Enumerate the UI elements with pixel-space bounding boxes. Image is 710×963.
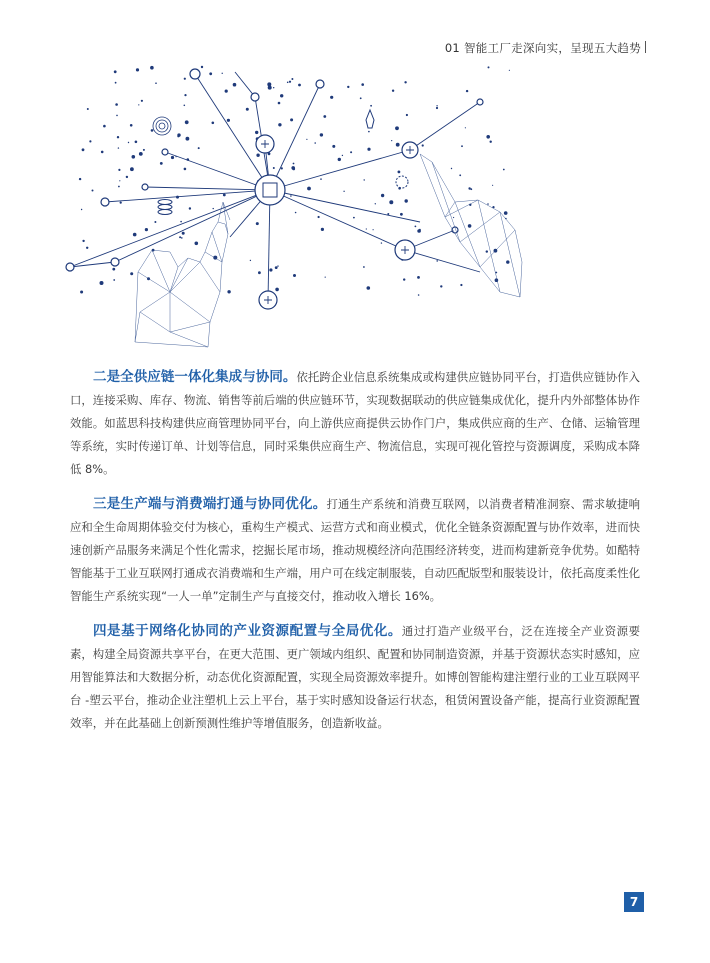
network-node <box>251 93 259 101</box>
scatter-dot <box>403 278 405 280</box>
fingerprint-icon <box>156 120 168 132</box>
scatter-dot <box>275 288 279 292</box>
scatter-dot <box>101 151 104 154</box>
scatter-dot <box>79 178 81 180</box>
scatter-dot <box>280 94 283 97</box>
paragraph-body: 依托跨企业信息系统集成或构建供应链协同平台，打造供应链协作入口，连接采购、库存、物流、销售等前后端的供应链环节，实现数据联动的供应链集成优化，提升内外部整体协作效能。如蓝思科技构建供应商管理协同平台，向上游供应商提供云协作门户，集成供应商的生产、仓储、运输管理等系统，实时传递订单、计划等信息，同时采集供应商生产、物流信息，实现可视化管控与资源调度，采购成本降低 8%。 <box>70 370 640 476</box>
scatter-dot <box>185 120 189 124</box>
scatter-dot <box>278 123 281 126</box>
scatter-dot <box>100 281 104 285</box>
scatter-dot <box>406 114 408 116</box>
paragraph-body: 打通生产系统和消费互联网，以消费者精准洞察、需求敏捷响应和全生命周期体验交付为核心，重构生产模式、运营方式和商业模式，优化全链条资源配置与协作效率，进而快速创新产品服务来满足个性化需求，挖掘长尾市场，推动规模经济向范围经济转变，进而构建新竞争优势。如酷特智能基于工业互联网打通成衣消费端和生产端，用户可在线定制服装，自动匹配版型和服装设计，依托高度柔性化智能生产系统实现“一人一单”定制生产与直接交付，推动收入增长 16%。 <box>70 497 640 603</box>
scatter-dot <box>314 142 316 144</box>
scatter-dot <box>364 179 365 180</box>
scatter-dot <box>468 224 472 228</box>
scatter-dot <box>171 156 174 159</box>
scatter-dot <box>293 163 295 165</box>
network-node <box>142 184 148 190</box>
scatter-dot <box>503 169 505 171</box>
paragraph-heading: 三是生产端与消费端打通与协同优化。 <box>93 496 327 512</box>
scatter-dot <box>143 149 145 151</box>
scatter-dot <box>256 222 259 225</box>
scatter-dot <box>151 129 154 132</box>
network-hands-illustration <box>60 62 530 352</box>
scatter-dot <box>233 83 237 87</box>
scatter-dot <box>404 81 406 83</box>
scatter-dot <box>320 133 323 136</box>
scatter-dot <box>273 167 275 169</box>
scatter-dot <box>392 90 394 92</box>
network-line <box>145 187 270 190</box>
scatter-dot <box>141 100 143 102</box>
scatter-dot <box>273 87 274 88</box>
scatter-dot <box>277 265 278 266</box>
scatter-dot <box>486 250 488 252</box>
scatter-dot <box>460 284 462 286</box>
scatter-dot <box>213 208 214 209</box>
paragraph-industry-resources <box>70 620 640 735</box>
database-icon <box>158 205 172 210</box>
scatter-dot <box>269 268 272 271</box>
scatter-dot <box>132 155 136 159</box>
scatter-dot <box>347 86 349 88</box>
scatter-dot <box>490 141 492 143</box>
scatter-dot <box>130 272 133 275</box>
scatter-dot <box>318 216 320 218</box>
network-node <box>316 80 324 88</box>
scatter-dot <box>367 286 371 290</box>
network-node <box>66 263 74 271</box>
network-line <box>270 84 320 190</box>
network-node <box>190 69 200 79</box>
scatter-dot <box>338 158 341 161</box>
scatter-dot <box>306 139 307 140</box>
database-icon <box>158 210 172 215</box>
scatter-dot <box>133 233 137 237</box>
running-header <box>445 40 646 56</box>
scatter-dot <box>459 174 461 176</box>
paragraph-heading: 四是基于网络化协同的产业资源配置与全局优化。 <box>93 623 402 639</box>
scatter-dot <box>278 102 281 105</box>
scatter-dot <box>154 221 156 223</box>
scatter-dot <box>436 105 437 106</box>
rocket-icon <box>366 110 374 128</box>
scatter-dot <box>103 125 106 128</box>
scatter-dot <box>487 203 489 205</box>
scatter-dot <box>135 141 138 144</box>
scatter-dot <box>160 162 163 165</box>
scatter-dot <box>112 268 115 271</box>
scatter-dot <box>504 211 508 215</box>
scatter-dot <box>509 70 510 71</box>
scatter-dot <box>370 105 372 107</box>
scatter-dot <box>117 136 119 138</box>
scatter-dot <box>184 168 187 171</box>
network-line <box>410 102 480 150</box>
body-text <box>70 366 640 747</box>
network-line <box>105 190 270 202</box>
scatter-dot <box>466 90 468 92</box>
scatter-dot <box>150 66 154 70</box>
header-divider <box>645 41 646 53</box>
scatter-dot <box>119 180 120 181</box>
scatter-dot <box>201 66 203 68</box>
scatter-dot <box>130 124 133 127</box>
scatter-dot <box>182 232 185 235</box>
scatter-dot <box>291 78 293 80</box>
scatter-dot <box>391 140 392 141</box>
scatter-dot <box>136 68 139 71</box>
network-line <box>165 152 270 190</box>
scatter-dot <box>209 72 212 75</box>
scatter-dot <box>295 212 297 214</box>
network-node <box>111 258 119 266</box>
scatter-dot <box>81 209 82 210</box>
scatter-dot <box>255 131 258 134</box>
scatter-dot <box>465 127 466 128</box>
scatter-dot <box>298 84 301 87</box>
section-title: 01 智能工厂走深向实，呈现五大趋势 <box>444 41 641 55</box>
network-line <box>70 190 270 267</box>
scatter-dot <box>360 97 362 99</box>
network-nodes <box>66 69 483 309</box>
network-line <box>115 190 270 262</box>
scatter-dot <box>267 82 271 86</box>
scatter-dot <box>212 122 215 125</box>
scatter-dot <box>87 108 89 110</box>
scatter-dot <box>246 108 249 111</box>
scatter-dot <box>287 82 289 84</box>
scatter-dot <box>396 143 400 147</box>
scatter-dot <box>422 144 424 146</box>
scatter-dot <box>227 290 230 293</box>
gear-icon <box>396 176 408 188</box>
scatter-dot <box>82 148 85 151</box>
network-line <box>270 190 420 222</box>
scatter-dot <box>368 131 370 133</box>
scatter-dot <box>118 169 120 171</box>
scatter-dot <box>115 82 117 84</box>
scatter-dot <box>222 73 223 74</box>
scatter-dot <box>417 276 420 279</box>
scatter-dot <box>223 194 226 197</box>
scatter-dot <box>440 285 442 287</box>
scatter-dot <box>155 82 157 84</box>
scatter-dot <box>184 94 186 96</box>
network-node <box>477 99 483 105</box>
scatter-dot <box>118 147 119 148</box>
scatter-dot <box>415 226 417 228</box>
scatter-dot <box>321 228 324 231</box>
scatter-dot <box>181 237 183 239</box>
scatter-dot <box>184 78 186 80</box>
scatter-dot <box>470 188 472 190</box>
scatter-dot <box>418 294 420 296</box>
scatter-dot <box>389 200 393 204</box>
scatter-dot <box>195 242 199 246</box>
network-node <box>101 198 109 206</box>
scatter-dot <box>436 260 438 262</box>
scatter-dot <box>486 135 490 139</box>
scatter-dot <box>307 187 311 191</box>
scatter-dot <box>343 191 344 192</box>
scatter-dot <box>115 103 118 106</box>
scatter-dot <box>363 266 365 268</box>
scatter-dot <box>130 167 134 171</box>
scatter-dot <box>186 137 190 141</box>
scatter-dot <box>289 81 291 83</box>
scatter-dot <box>184 105 186 107</box>
scatter-dot <box>89 140 91 142</box>
scatter-dot <box>395 126 399 130</box>
scatter-dot <box>366 228 367 229</box>
scatter-dot <box>506 260 509 263</box>
scatter-dot <box>177 135 179 137</box>
scatter-dot <box>492 185 493 186</box>
paragraph-body: 通过打造产业级平台，泛在连接全产业资源要素，构建全局资源共享平台，在更大范围、更广领域内组织、配置和协同制造资源，并基于资源状态实时感知，应用智能算法和大数据分析，动态优化资源配置，实现全局资源效率提升。如博创智能构建注塑行业的工业互联网平台 -塑云平台，推动企业注塑机上云上平台，基于实时感知设备运行状态，租赁闲置设备产能，提高行业资源配置效率，并在此基础上创新预测性维护等增值服务，创造新收益。 <box>70 624 640 730</box>
scatter-dot <box>290 118 293 121</box>
scatter-dot <box>417 229 421 233</box>
scatter-dot <box>342 155 343 156</box>
scatter-dot <box>488 66 490 68</box>
scatter-dot <box>128 142 129 143</box>
scatter-dot <box>138 104 139 105</box>
network-line <box>235 72 255 97</box>
scatter-dot <box>250 260 251 261</box>
scatter-dot <box>325 277 326 278</box>
scatter-dot <box>330 96 333 99</box>
scatter-dot <box>114 70 117 73</box>
fingerprint-icon <box>159 123 165 129</box>
scatter-dot <box>398 171 401 174</box>
scatter-dot <box>120 202 122 204</box>
scatter-dot <box>292 168 295 171</box>
scatter-dot <box>118 186 120 188</box>
scatter-dot <box>436 107 438 109</box>
scatter-dot <box>373 229 374 230</box>
scatter-dot <box>258 271 261 274</box>
network-line <box>268 190 270 300</box>
scatter-dot <box>367 148 370 151</box>
scatter-dot <box>375 203 376 204</box>
scatter-dot <box>80 291 83 294</box>
scatter-dot <box>179 236 181 238</box>
scatter-dot <box>145 228 148 231</box>
scatter-dot <box>126 176 128 178</box>
scatter-dot <box>180 221 182 223</box>
scatter-dot <box>320 178 322 180</box>
database-icon <box>158 200 172 205</box>
scatter-dot <box>461 145 463 147</box>
page-number: 7 <box>624 892 644 912</box>
paragraph-supply-chain <box>70 366 640 481</box>
scatter-dot <box>290 195 292 197</box>
scatter-dot <box>332 145 335 148</box>
scatter-dot <box>405 199 408 202</box>
scatter-dot <box>381 242 382 243</box>
network-line <box>270 150 410 190</box>
network-node <box>162 149 168 155</box>
scatter-dot <box>323 115 326 118</box>
scatter-dot <box>350 151 352 153</box>
scatter-dot <box>451 168 452 169</box>
scatter-dot <box>400 213 403 216</box>
scatter-dot <box>453 217 454 218</box>
network-line <box>195 74 270 190</box>
scatter-dot <box>256 154 259 157</box>
scatter-dots <box>79 66 510 296</box>
scatter-dot <box>361 83 364 86</box>
scatter-dot <box>139 152 143 156</box>
scatter-dot <box>381 194 384 197</box>
scatter-dot <box>82 240 84 242</box>
scatter-dot <box>113 279 115 281</box>
scatter-dot <box>92 190 94 192</box>
scatter-dot <box>189 207 191 209</box>
scatter-dot <box>227 119 230 122</box>
scatter-dot <box>293 274 296 277</box>
scatter-dot <box>275 266 278 269</box>
paragraph-heading: 二是全供应链一体化集成与协同。 <box>93 369 297 385</box>
scatter-dot <box>86 247 88 249</box>
paragraph-production-consumption <box>70 493 640 608</box>
scatter-dot <box>353 217 355 219</box>
network-line <box>270 190 405 250</box>
scatter-dot <box>198 147 200 149</box>
scatter-dot <box>116 115 118 117</box>
cpu-hub-node <box>255 175 285 205</box>
scatter-dot <box>225 90 228 93</box>
